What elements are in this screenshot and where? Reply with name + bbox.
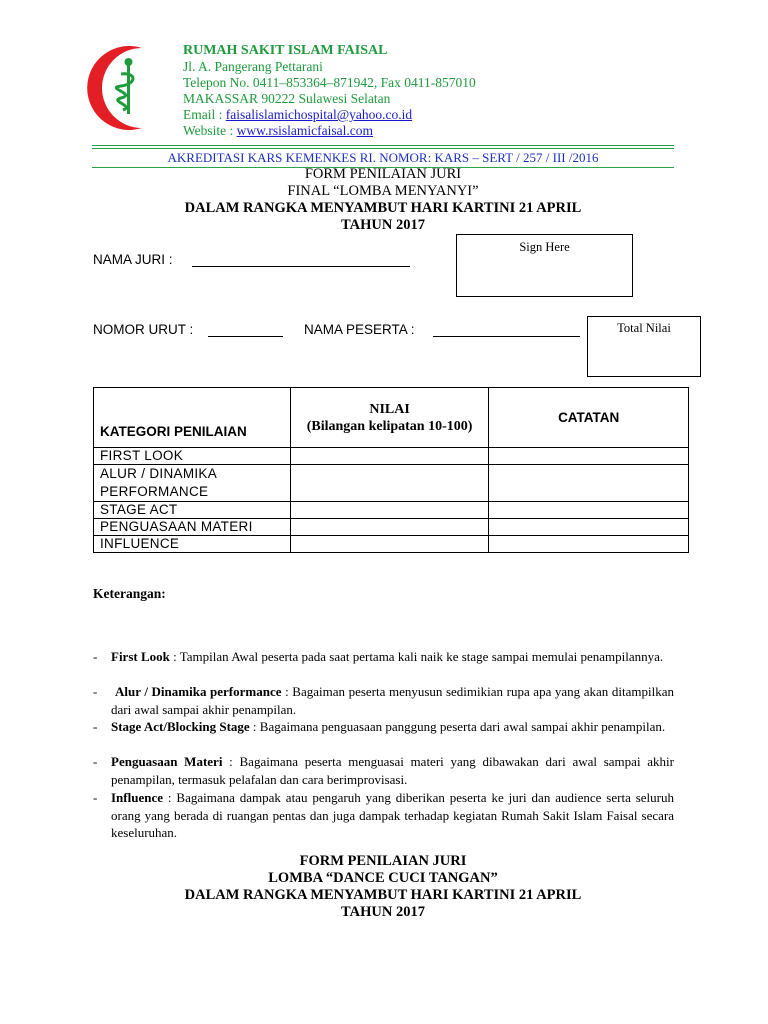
table-row <box>94 519 689 536</box>
table-header-row <box>94 388 689 448</box>
catatan-cell[interactable] <box>489 448 689 465</box>
nilai-cell[interactable] <box>290 502 489 519</box>
header-catatan: CATATAN <box>489 388 689 448</box>
table-row <box>94 448 689 465</box>
header-divider-top-2 <box>92 148 674 149</box>
kategori-cell: ALUR / DINAMIKA PERFORMANCE <box>94 465 291 502</box>
total-nilai-label: Total Nilai <box>617 321 671 335</box>
note-desc: : Bagaiman peserta menyusun sedimikian rupa apa yang akan ditampilkan dari awal sampai akhir penampilan. <box>111 684 674 717</box>
nama-juri-input-line[interactable] <box>192 266 410 267</box>
nomor-urut-label: NOMOR URUT : <box>93 322 194 337</box>
catatan-cell[interactable] <box>489 465 689 502</box>
nilai-cell[interactable] <box>290 448 489 465</box>
nama-peserta-input-line[interactable] <box>433 336 580 337</box>
note-term: First Look <box>111 649 170 664</box>
catatan-cell[interactable] <box>489 536 689 553</box>
catatan-cell[interactable] <box>489 502 689 519</box>
sign-here-label: Sign Here <box>519 240 570 254</box>
nama-peserta-label: NAMA PESERTA : <box>304 322 415 337</box>
note-term: Influence <box>111 790 163 805</box>
note-term: Penguasaan Materi <box>111 754 223 769</box>
header-nilai-subtitle: (Bilangan kelipatan 10-100) <box>306 418 473 434</box>
website-link[interactable]: www.rsislamicfaisal.com <box>236 123 373 138</box>
kategori-cell: STAGE ACT <box>94 502 291 519</box>
hospital-name: RUMAH SAKIT ISLAM FAISAL <box>183 43 388 58</box>
note-term: Alur / Dinamika performance <box>115 684 282 699</box>
accreditation-text: AKREDITASI KARS KEMENKES RI. NOMOR: KARS – SERT / 257 / III /2016 <box>167 150 599 165</box>
note-item: - Alur / Dinamika performance : Bagaiman peserta menyusun sedimikian rupa apa yang akan ditampilkan dari awal sampai akhir penampilan. <box>93 684 674 717</box>
table-row <box>94 502 689 519</box>
signature-box[interactable] <box>456 234 633 297</box>
form2-subtitle: LOMBA “DANCE CUCI TANGAN” <box>268 870 498 886</box>
header-nilai <box>290 388 489 448</box>
hospital-website-line <box>183 123 373 140</box>
hospital-phone: Telepon No. 0411–853364–871942, Fax 0411-857010 <box>183 75 476 90</box>
note-desc: : Tampilan Awal peserta pada saat pertama kali naik ke stage sampai memulai penampilannya. <box>169 649 664 664</box>
score-table <box>93 387 689 553</box>
form2-occasion: DALAM RANGKA MENYAMBUT HARI KARTINI 21 APRIL <box>184 887 582 903</box>
hospital-logo <box>80 40 176 136</box>
header-nilai-title: NILAI <box>369 401 410 417</box>
catatan-cell[interactable] <box>489 519 689 536</box>
note-term: Stage Act/Blocking Stage <box>111 719 250 734</box>
form1-subtitle: FINAL “LOMBA MENYANYI” <box>287 183 479 199</box>
note-item: - Influence : Bagaimana dampak atau pengaruh yang diberikan peserta ke juri dan audience serta seluruh orang yang berada di ruangan pentas dan juga dampak terhadap kegiatan Rumah Sakit Islam Faisal secara keseluruhan. <box>93 790 674 840</box>
nilai-cell[interactable] <box>290 536 489 553</box>
nilai-cell[interactable] <box>290 465 489 502</box>
note-item: - Stage Act/Blocking Stage : Bagaimana penguasaan panggung peserta dari awal sampai akhir penampilan. <box>93 719 666 734</box>
website-label: Website : <box>183 123 237 138</box>
form2-year: TAHUN 2017 <box>341 904 425 920</box>
nomor-urut-input-line[interactable] <box>208 336 283 337</box>
kategori-cell: PENGUASAAN MATERI <box>94 519 291 536</box>
nilai-cell[interactable] <box>290 519 489 536</box>
email-label: Email : <box>183 107 226 122</box>
kategori-cell: INFLUENCE <box>94 536 291 553</box>
hospital-email-line <box>183 107 412 124</box>
form1-year: TAHUN 2017 <box>341 217 425 233</box>
note-desc: : Bagaimana peserta menguasai materi yang dibawakan dari awal sampai akhir penampilan, termasuk pelafalan dan cara berimprovisasi. <box>111 754 674 787</box>
table-row <box>94 536 689 553</box>
note-item: - Penguasaan Materi : Bagaimana peserta menguasai materi yang dibawakan dari awal sampai akhir penampilan, termasuk pelafalan dan cara berimprovisasi. <box>93 754 674 787</box>
table-row <box>94 465 689 502</box>
email-link[interactable]: faisalislamichospital@yahoo.co.id <box>225 107 413 122</box>
hospital-city: MAKASSAR 90222 Sulawesi Selatan <box>183 91 391 106</box>
note-desc: : Bagaimana penguasaan panggung peserta dari awal sampai akhir penampilan. <box>249 719 666 734</box>
notes-heading: Keterangan: <box>93 586 166 601</box>
form1-title: FORM PENILAIAN JURI <box>304 166 462 182</box>
header-kategori: KATEGORI PENILAIAN <box>94 388 291 448</box>
form2-title: FORM PENILAIAN JURI <box>299 853 467 869</box>
nama-juri-label: NAMA JURI : <box>93 252 173 267</box>
note-desc: : Bagaimana dampak atau pengaruh yang diberikan peserta ke juri dan audience serta seluruh orang yang berada di ruangan pentas dan juga dampak terhadap kegiatan Rumah Sakit Islam Faisal secara keseluruhan. <box>111 790 674 840</box>
note-item: - First Look : Tampilan Awal peserta pada saat pertama kali naik ke stage sampai memulai penampilannya. <box>93 649 664 664</box>
header-divider-top <box>92 145 674 146</box>
kategori-cell: FIRST LOOK <box>94 448 291 465</box>
hospital-address: Jl. A. Pangerang Pettarani <box>183 59 323 74</box>
total-nilai-box[interactable] <box>587 316 701 377</box>
form1-occasion: DALAM RANGKA MENYAMBUT HARI KARTINI 21 APRIL <box>184 200 582 216</box>
